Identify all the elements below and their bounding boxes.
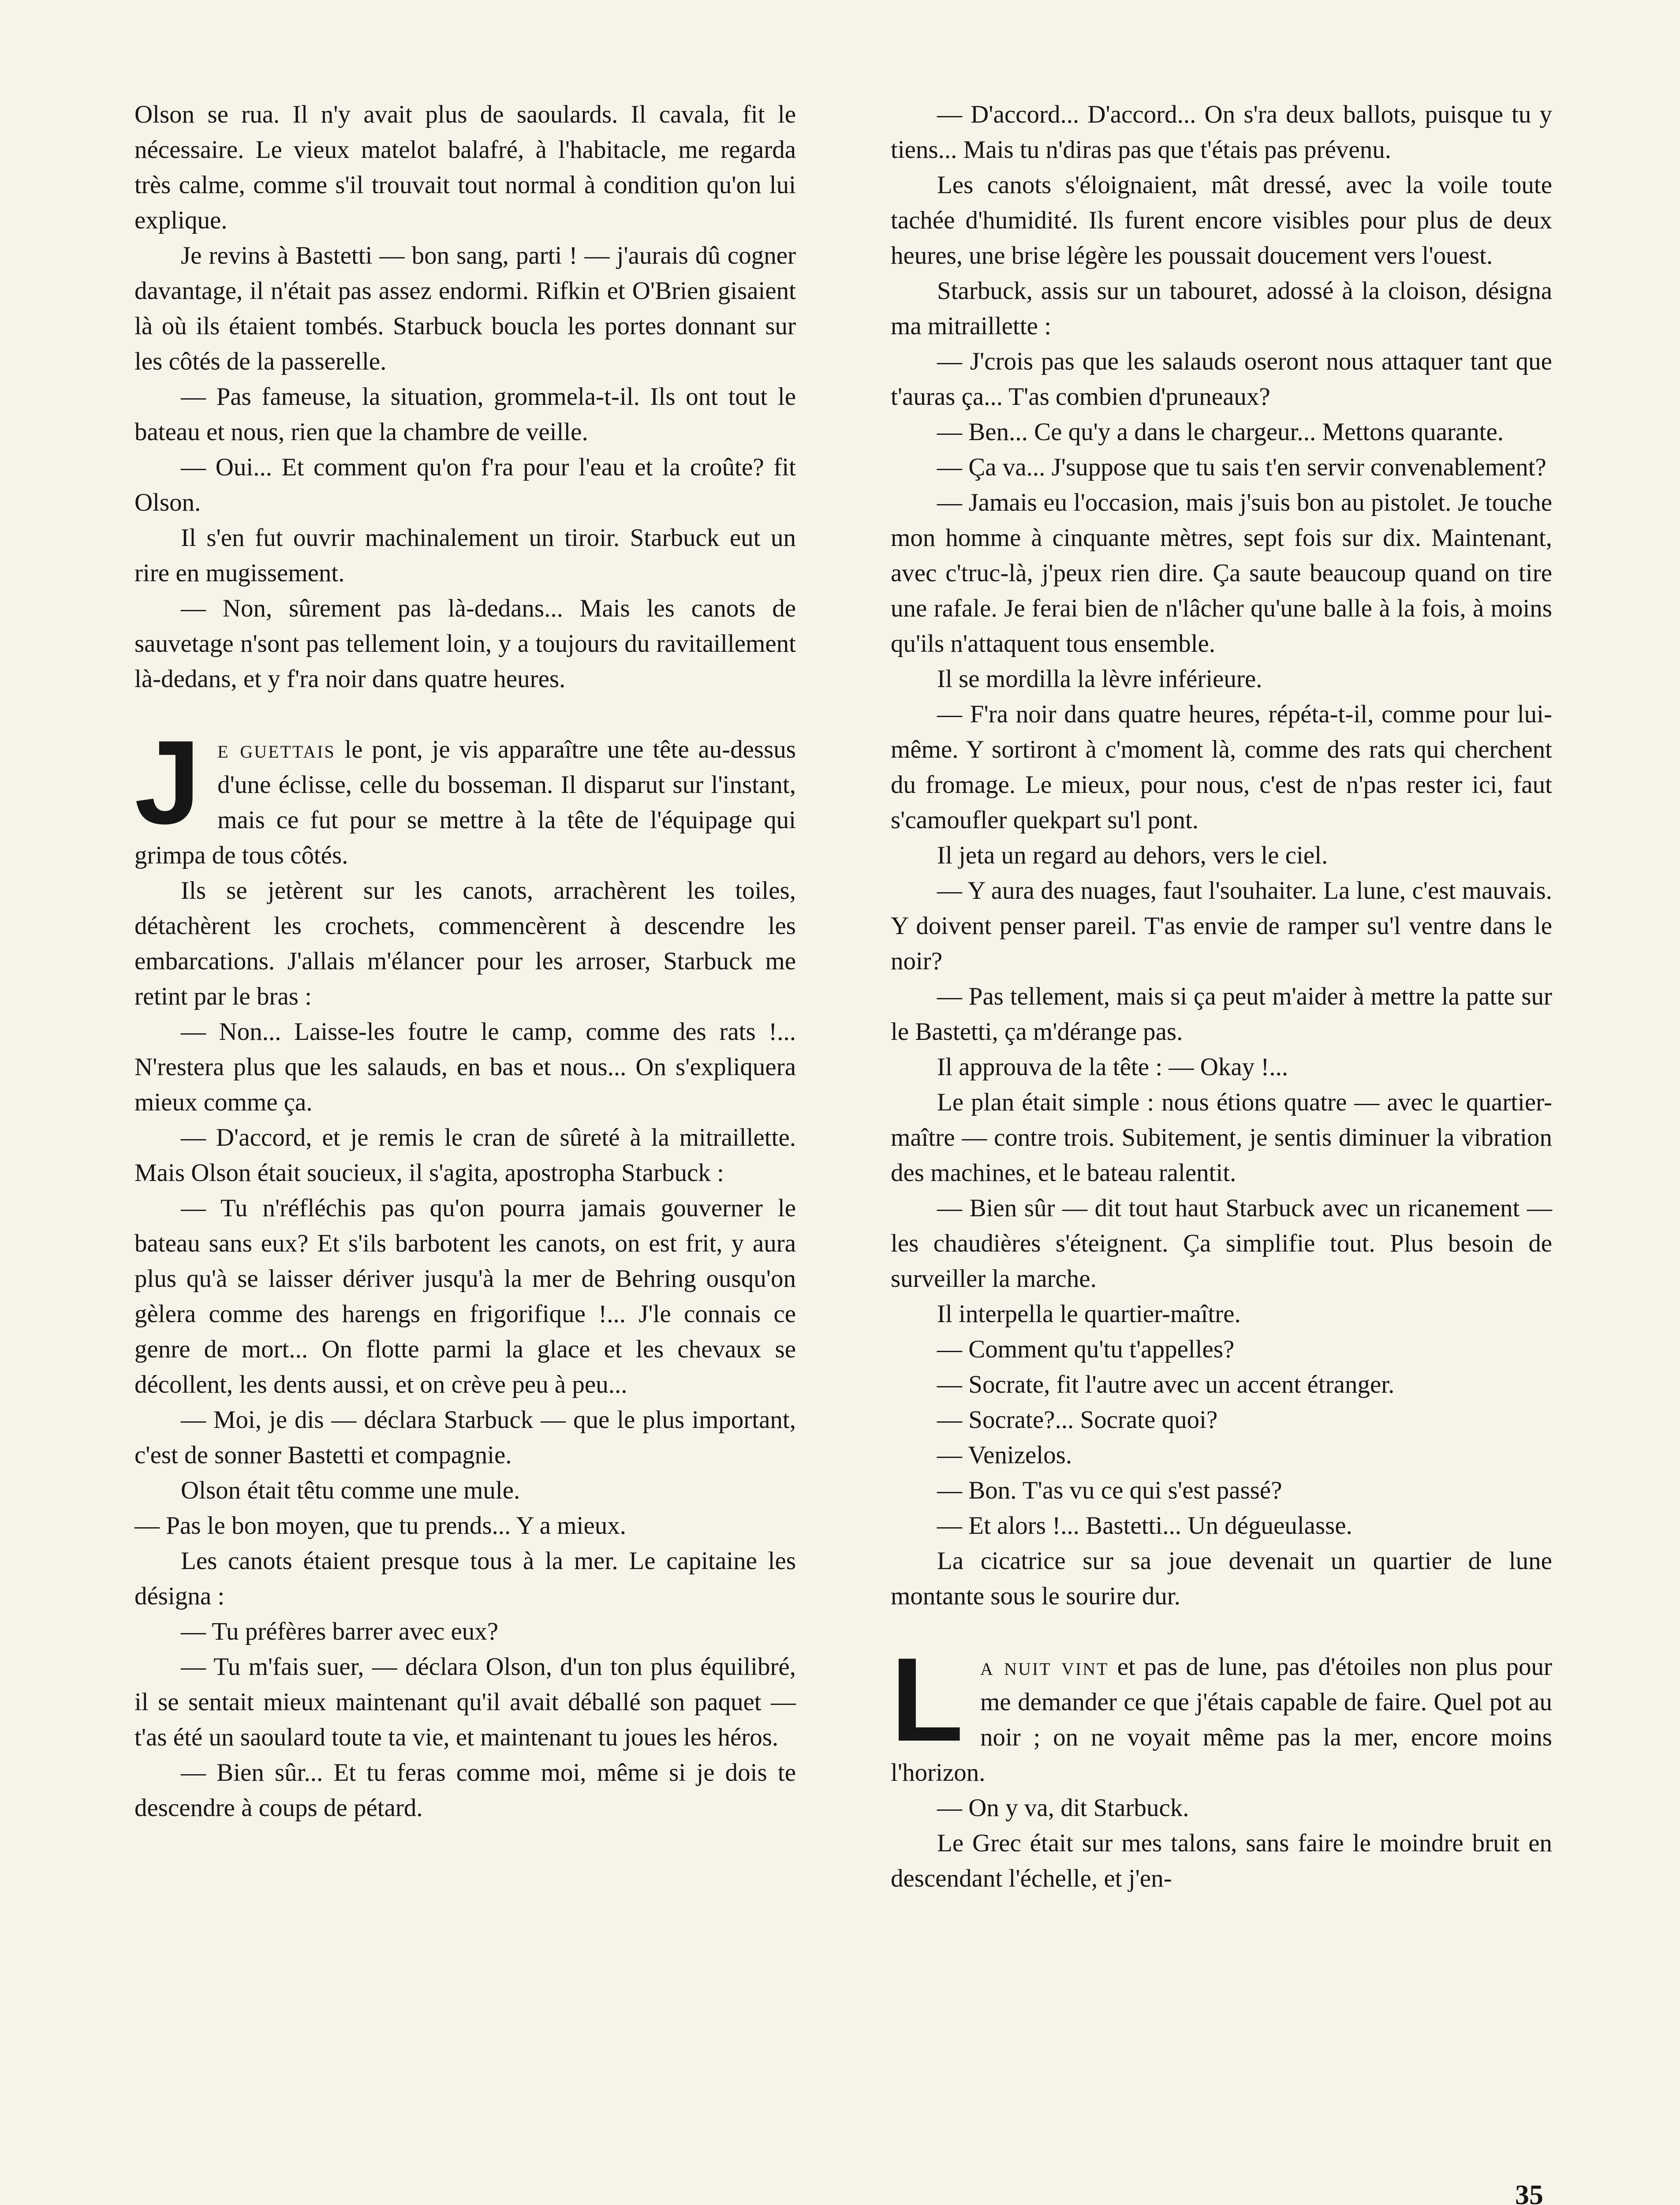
- paragraph: — Socrate, fit l'autre avec un accent étranger.: [937, 1371, 1395, 1398]
- paragraph: Il se mordilla la lèvre inférieure.: [937, 665, 1262, 693]
- small-caps-lead: a nuit vint: [980, 1653, 1109, 1681]
- paragraph: — Socrate?... Socrate quoi?: [937, 1406, 1218, 1434]
- paragraph: Il approuva de la tête : — Okay !...: [937, 1053, 1288, 1081]
- paragraph: — Tu n'réfléchis pas qu'on pourra jamais gouverner le bateau sans eux? Et s'ils barbotent les canots, on est frit, y aura plus qu'à se laisser dériver jusqu'à la mer de Behring ousqu'on gèlera comme des harengs en frigorifique !... J'le connais ce genre de mort... On flotte parmi la glace et les chevaux se décollent, les dents aussi, et on crève peu à peu...: [134, 1194, 796, 1398]
- paragraph: — Pas tellement, mais si ça peut m'aider à mettre la patte sur le Bastetti, ça m'dérange pas.: [891, 983, 1552, 1046]
- paragraph: Les canots étaient presque tous à la mer. Le capitaine les désigna :: [134, 1547, 796, 1610]
- paragraph: Je revins à Bastetti — bon sang, parti ! — j'aurais dû cogner davantage, il n'était pas assez endormi. Rifkin et O'Brien gisaient là où ils étaient tombés. Starbuck boucla les portes donnant sur les côtés de la passerelle.: [134, 242, 796, 375]
- small-caps-lead: e guettais: [217, 736, 336, 763]
- right-column: [891, 97, 1552, 1896]
- paragraph: — D'accord, et je remis le cran de sûreté à la mitraillette. Mais Olson était soucieux, il s'agita, apostropha Starbuck :: [134, 1124, 796, 1187]
- drop-cap: J: [134, 716, 201, 849]
- left-column: [134, 97, 796, 1826]
- paragraph: Il interpella le quartier-maître.: [937, 1300, 1241, 1328]
- paragraph: Le plan était simple : nous étions quatre — avec le quartier-maître — contre trois. Subitement, je sentis diminuer la vibration des machines, et le bateau ralentit.: [891, 1088, 1552, 1187]
- paragraph: — Et alors !... Bastetti... Un dégueulasse.: [937, 1512, 1352, 1540]
- paragraph: — Venizelos.: [937, 1441, 1072, 1469]
- section-opening-paragraph: [134, 716, 796, 873]
- paragraph: — F'ra noir dans quatre heures, répéta-t-il, comme pour lui-même. Y sortiront à c'moment là, comme des rats qui cherchent du fromage. Le mieux, pour nous, c'est de n'pas rester ici, faut s'camoufler quekpart su'l pont.: [891, 700, 1552, 834]
- paragraph: — Pas le bon moyen, que tu prends... Y a mieux.: [134, 1512, 627, 1540]
- paragraph: — On y va, dit Starbuck.: [937, 1794, 1189, 1822]
- section-opening-paragraph: [891, 1633, 1552, 1790]
- paragraph: — Ben... Ce qu'y a dans le chargeur... Mettons quarante.: [937, 418, 1504, 446]
- page-number: 35: [1515, 2179, 1543, 2205]
- paragraph: Les canots s'éloignaient, mât dressé, avec la voile toute tachée d'humidité. Ils furent encore visibles pour plus de deux heures, une brise légère les poussait doucement vers l'ouest.: [891, 171, 1552, 269]
- paragraph: — Comment qu'tu t'appelles?: [937, 1335, 1235, 1363]
- paragraph: La cicatrice sur sa joue devenait un quartier de lune montante sous le sourire dur.: [891, 1547, 1552, 1610]
- paragraph: — D'accord... D'accord... On s'ra deux ballots, puisque tu y tiens... Mais tu n'diras pas que t'étais pas prévenu.: [891, 101, 1552, 164]
- paragraph: Il s'en fut ouvrir machinalement un tiroir. Starbuck eut un rire en mugissement.: [134, 524, 796, 587]
- paragraph: — Moi, je dis — déclara Starbuck — que le plus important, c'est de sonner Bastetti et compagnie.: [134, 1406, 796, 1469]
- paragraph-text: le pont, je vis apparaître une tête au-dessus d'une éclisse, celle du bosseman. Il disparut sur l'instant, mais ce fut pour se mettre à la tête de l'équipage qui grimpa de tous côtés.: [134, 736, 796, 869]
- paragraph: — Bien sûr... Et tu feras comme moi, même si je dois te descendre à coups de pétard.: [134, 1759, 796, 1822]
- paragraph: — Ça va... J'suppose que tu sais t'en servir convenablement?: [937, 453, 1546, 481]
- paragraph: — Jamais eu l'occasion, mais j'suis bon au pistolet. Je touche mon homme à cinquante mètres, sept fois sur dix. Maintenant, avec c'truc-là, j'peux rien dire. Ça saute beaucoup quand on tire une rafale. Je ferai bien de n'lâcher qu'une balle à la fois, à moins qu'ils n'attaquent tous ensemble.: [891, 489, 1552, 658]
- paragraph: Il jeta un regard au dehors, vers le ciel.: [937, 841, 1328, 869]
- paragraph: Starbuck, assis sur un tabouret, adossé à la cloison, désigna ma mitraillette :: [891, 277, 1552, 340]
- paragraph: — Non... Laisse-les foutre le camp, comme des rats !... N'restera plus que les salauds, en bas et nous... On s'expliquera mieux comme ça.: [134, 1018, 796, 1116]
- paragraph: Ils se jetèrent sur les canots, arrachèrent les toiles, détachèrent les crochets, commencèrent à descendre les embarcations. J'allais m'élancer pour les arroser, Starbuck me retint par le bras :: [134, 877, 796, 1010]
- paragraph: Olson se rua. Il n'y avait plus de saoulards. Il cavala, fit le nécessaire. Le vieux matelot balafré, à l'habitacle, me regarda très calme, comme s'il trouvait tout normal à condition qu'on lui explique.: [134, 101, 796, 234]
- paragraph: — Tu m'fais suer, — déclara Olson, d'un ton plus équilibré, il se sentait mieux maintenant qu'il avait déballé son paquet — t'as été un saoulard toute ta vie, et maintenant tu joues les héros.: [134, 1653, 796, 1751]
- paragraph: — Oui... Et comment qu'on f'ra pour l'eau et la croûte? fit Olson.: [134, 453, 796, 516]
- drop-cap: L: [891, 1633, 963, 1766]
- paragraph-text: et pas de lune, pas d'étoiles non plus pour me demander ce que j'étais capable de faire. Quel pot au noir ; on ne voyait même pas la mer, encore moins l'horizon.: [891, 1653, 1552, 1786]
- paragraph: — Bien sûr — dit tout haut Starbuck avec un ricanement — les chaudières s'éteignent. Ça simplifie tout. Plus besoin de surveiller la marche.: [891, 1194, 1552, 1293]
- paragraph: Le Grec était sur mes talons, sans faire le moindre bruit en descendant l'échelle, et j'en-: [891, 1829, 1552, 1892]
- paragraph: — Tu préfères barrer avec eux?: [181, 1618, 499, 1645]
- paragraph: Olson était têtu comme une mule.: [181, 1476, 520, 1504]
- paragraph: — Bon. T'as vu ce qui s'est passé?: [937, 1476, 1282, 1504]
- paragraph: — Non, sûrement pas là-dedans... Mais les canots de sauvetage n'sont pas tellement loin, y a toujours du ravitaillement là-dedans, et y f'ra noir dans quatre heures.: [134, 594, 796, 693]
- paragraph: — Pas fameuse, la situation, grommela-t-il. Ils ont tout le bateau et nous, rien que la chambre de veille.: [134, 383, 796, 446]
- paragraph: — J'crois pas que les salauds oseront nous attaquer tant que t'auras ça... T'as combien d'pruneaux?: [891, 348, 1552, 411]
- paragraph: — Y aura des nuages, faut l'souhaiter. La lune, c'est mauvais. Y doivent penser pareil. T'as envie de ramper su'l ventre dans le noir?: [891, 877, 1552, 975]
